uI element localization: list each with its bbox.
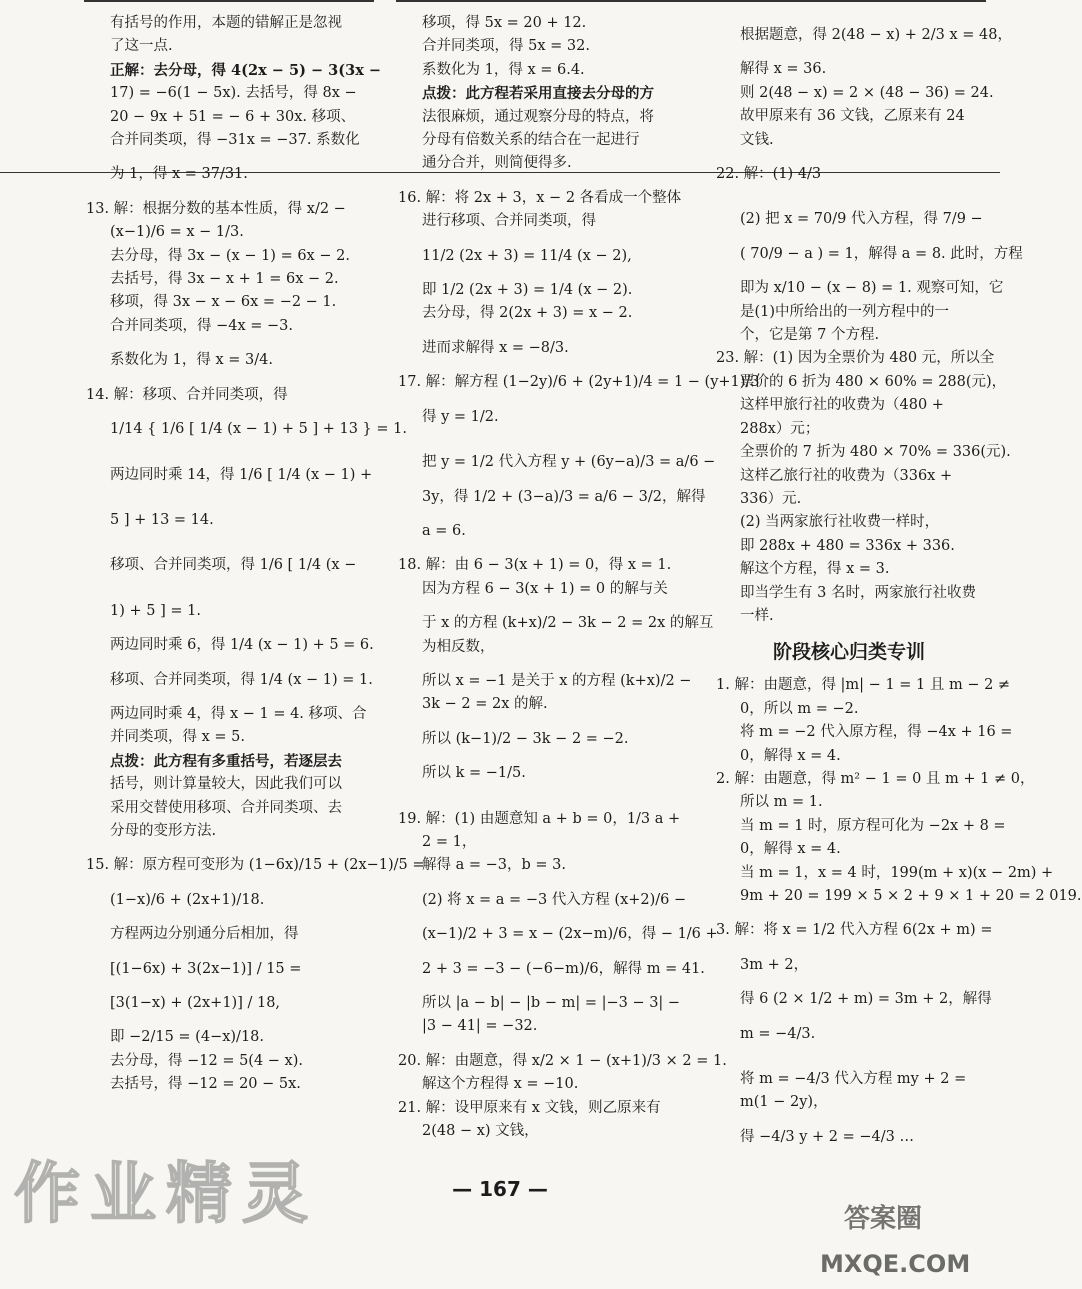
- text-line: 0，解得 x = 4.: [740, 747, 841, 764]
- text-line: 法很麻烦，通过观察分母的特点，将: [422, 108, 654, 125]
- text-line: 解这个方程，得 x = 3.: [740, 561, 890, 578]
- text-line: 解这个方程得 x = −10.: [422, 1076, 579, 1093]
- text-line: 括号，则计算量较大，因此我们可以: [110, 776, 342, 793]
- text-line: 个，它是第 7 个方程.: [740, 327, 880, 344]
- page-number: — 167 —: [452, 1177, 548, 1201]
- text-line: 根据题意，得 2(48 − x) + 2/3 x = 48，: [740, 27, 1012, 43]
- text-line: 并同类项，得 x = 5.: [110, 729, 245, 746]
- text-line: 得 6 (2 × 1/2 + m) = 3m + 2，解得: [740, 991, 992, 1008]
- text-line: 将 m = −4/3 代入方程 my + 2 =: [740, 1071, 967, 1088]
- text-line: 合并同类项，得 −4x = −3.: [110, 317, 294, 334]
- text-line: 把 y = 1/2 代入方程 y + (6y−a)/3 = a/6 −: [422, 454, 716, 471]
- text-line: 11/2 (2x + 3) = 11/4 (x − 2),: [422, 247, 632, 264]
- question-14: 14. 解：移项、合并同类项，得: [86, 386, 288, 403]
- text-line: (2) 将 x = a = −3 代入方程 (x+2)/6 −: [422, 891, 687, 908]
- text-line: 得 −4/3 y + 2 = −4/3 …: [740, 1128, 914, 1145]
- text-line: 1/14 { 1/6 [ 1/4 (x − 1) + 5 ] + 13 } = 1.: [110, 421, 407, 438]
- text-line: 分母有倍数关系的结合在一起进行: [422, 132, 640, 149]
- question-22: 22. 解：(1) 4/3: [716, 166, 822, 183]
- text-line: 通分合并，则简便得多.: [422, 155, 572, 172]
- answer-column-1: [86, 0, 425, 1097]
- text-line: 所以 |a − b| − |b − m| = |−3 − 3| −: [422, 995, 681, 1011]
- text-line: 9m + 20 = 199 × 5 × 2 + 9 × 1 + 20 = 2 019.: [740, 888, 1082, 904]
- text-line: 288x）元；: [740, 420, 820, 437]
- question-17: 17. 解：解方程 (1−2y)/6 + (2y+1)/4 = 1 − (y+1)/3: [398, 374, 760, 391]
- text-line: 正解：去分母，得 4(2x − 5) − 3(3x −: [110, 61, 382, 79]
- question-13: 13. 解：根据分数的基本性质，得 x/2 −: [86, 200, 346, 217]
- text-line: a = 6.: [422, 522, 466, 539]
- text-line: 去括号，得 −12 = 20 − 5x.: [110, 1076, 301, 1093]
- question-20: 20. 解：由题意，得 x/2 × 1 − (x+1)/3 × 2 = 1.: [398, 1052, 727, 1069]
- exercise-2: 2. 解：由题意，得 m² − 1 = 0 且 m + 1 ≠ 0，: [716, 770, 1035, 787]
- text-line: 分母的变形方法.: [110, 822, 217, 839]
- question-21: 21. 解：设甲原来有 x 文钱，则乙原来有: [398, 1099, 661, 1116]
- text-line: 336）元.: [740, 490, 802, 507]
- text-line: 去分母，得 2(2x + 3) = x − 2.: [422, 305, 633, 322]
- text-line: 文钱.: [740, 131, 774, 148]
- text-line: 当 m = 1，x = 4 时，199(m + x)(x − 2m) +: [740, 864, 1054, 881]
- text-line: 将 m = −2 代入原方程，得 −4x + 16 =: [740, 724, 1013, 741]
- text-line: 故甲原来有 36 文钱，乙原来有 24: [740, 108, 965, 125]
- text-line: 因为方程 6 − 3(x + 1) = 0 的解与关: [422, 580, 668, 597]
- question-19: 19. 解：(1) 由题意知 a + b = 0，1/3 a +: [398, 810, 681, 827]
- text-line: 移项、合并同类项，得 1/6 [ 1/4 (x −: [110, 557, 357, 574]
- text-line: 去分母，得 3x − (x − 1) = 6x − 2.: [110, 247, 350, 264]
- text-line: (x−1)/6 = x − 1/3.: [110, 224, 244, 241]
- exercise-3: 3. 解：将 x = 1/2 代入方程 6(2x + m) =: [716, 922, 993, 939]
- question-16: 16. 解：将 2x + 3，x − 2 各看成一个整体: [398, 189, 682, 206]
- text-line: 所以 m = 1.: [740, 794, 823, 811]
- text-line: 所以 x = −1 是关于 x 的方程 (k+x)/2 −: [422, 672, 692, 689]
- text-line: 了这一点.: [110, 38, 173, 55]
- text-line: (2) 当两家旅行社收费一样时，: [740, 514, 940, 531]
- question-18: 18. 解：由 6 − 3(x + 1) = 0，得 x = 1.: [398, 557, 672, 574]
- text-line: 2(48 − x) 文钱，: [422, 1123, 539, 1140]
- text-line: [(1−6x) + 3(2x−1)] / 15 =: [110, 960, 302, 977]
- text-line: 20 − 9x + 51 = − 6 + 30x. 移项、: [110, 108, 356, 125]
- text-line: 全票价的 7 折为 480 × 70% = 336(元).: [740, 444, 1011, 461]
- text-line: 解得 a = −3，b = 3.: [422, 857, 566, 874]
- text-line: 所以 (k−1)/2 − 3k − 2 = −2.: [422, 730, 629, 747]
- text-line: ( 70/9 − a ) = 1，解得 a = 8. 此时，方程: [740, 245, 1023, 262]
- watermark-logo: 答案圈: [844, 1204, 923, 1234]
- text-line: 这样乙旅行社的收费为（336x +: [740, 467, 953, 484]
- text-line: 系数化为 1，得 x = 3/4.: [110, 352, 273, 369]
- text-line: 为 1，得 x = 37/31.: [110, 166, 248, 183]
- text-line: 3k − 2 = 2x 的解.: [422, 696, 548, 713]
- watermark-text: 作业精灵: [14, 1155, 318, 1232]
- text-line: m(1 − 2y)，: [740, 1094, 828, 1111]
- text-line: 即当学生有 3 名时，两家旅行社收费: [740, 584, 976, 601]
- text-line: 0，所以 m = −2.: [740, 700, 859, 717]
- text-line: 5 ] + 13 = 14.: [110, 511, 214, 528]
- text-line: 即 288x + 480 = 336x + 336.: [740, 537, 955, 554]
- text-line: 3m + 2，: [740, 956, 809, 973]
- text-line: 有括号的作用，本题的错解正是忽视: [110, 15, 342, 31]
- text-line: 票价的 6 折为 480 × 60% = 288(元)，: [740, 373, 1007, 390]
- text-line: 则 2(48 − x) = 2 × (48 − 36) = 24.: [740, 84, 994, 101]
- text-line: 移项，得 5x = 20 + 12.: [422, 15, 587, 31]
- text-line: 解得 x = 36.: [740, 61, 827, 78]
- text-line: 于 x 的方程 (k+x)/2 − 3k − 2 = 2x 的解互: [422, 615, 714, 632]
- question-15: 15. 解：原方程可变形为 (1−6x)/15 + (2x−1)/5 =: [86, 857, 425, 874]
- text-line: 这样甲旅行社的收费为（480 +: [740, 397, 944, 414]
- text-line: 点拨：此方程有多重括号，若逐层去: [110, 752, 342, 770]
- text-line: 即 1/2 (2x + 3) = 1/4 (x − 2).: [422, 282, 633, 299]
- text-line: 得 y = 1/2.: [422, 408, 499, 425]
- text-line: 2 + 3 = −3 − (−6−m)/6，解得 m = 41.: [422, 960, 705, 977]
- watermark-site: MXQE.COM: [820, 1250, 971, 1278]
- text-line: 点拨：此方程若采用直接去分母的方: [422, 85, 654, 103]
- text-line: 去分母，得 −12 = 5(4 − x).: [110, 1052, 303, 1069]
- text-line: 2 = 1，: [422, 833, 477, 850]
- text-line: 移项，得 3x − x − 6x = −2 − 1.: [110, 294, 337, 311]
- text-line: [3(1−x) + (2x+1)] / 18,: [110, 995, 281, 1011]
- text-line: m = −4/3.: [740, 1025, 816, 1042]
- text-line: 两边同时乘 14，得 1/6 [ 1/4 (x − 1) +: [110, 466, 373, 483]
- question-23: 23. 解：(1) 因为全票价为 480 元，所以全: [716, 350, 995, 367]
- text-line: (1−x)/6 + (2x+1)/18.: [110, 891, 265, 908]
- text-line: |3 − 41| = −32.: [422, 1018, 538, 1035]
- text-line: 两边同时乘 6，得 1/4 (x − 1) + 5 = 6.: [110, 637, 374, 654]
- text-line: 进而求解得 x = −8/3.: [422, 339, 569, 356]
- text-line: 两边同时乘 4，得 x − 1 = 4. 移项、合: [110, 705, 367, 722]
- text-line: 所以 k = −1/5.: [422, 765, 526, 782]
- text-line: 为相反数，: [422, 638, 495, 655]
- text-line: 系数化为 1，得 x = 6.4.: [422, 61, 585, 78]
- text-line: 即 −2/15 = (4−x)/18.: [110, 1029, 264, 1046]
- text-line: 方程两边分别通分后相加，得: [110, 926, 299, 943]
- text-line: 进行移项、合并同类项，得: [422, 213, 596, 230]
- text-line: 合并同类项，得 5x = 32.: [422, 38, 590, 55]
- section-title: 阶段核心归类专训: [772, 641, 925, 664]
- text-line: 去括号，得 3x − x + 1 = 6x − 2.: [110, 271, 339, 288]
- text-line: 合并同类项，得 −31x = −37. 系数化: [110, 132, 360, 149]
- text-line: 移项、合并同类项，得 1/4 (x − 1) = 1.: [110, 671, 373, 688]
- text-line: 17) = −6(1 − 5x). 去括号，得 8x −: [110, 85, 357, 102]
- text-line: (2) 把 x = 70/9 代入方程，得 7/9 −: [740, 211, 983, 228]
- text-line: 当 m = 1 时，原方程可化为 −2x + 8 =: [740, 817, 1006, 834]
- answer-column-3: [716, 0, 1082, 1149]
- text-line: 0，解得 x = 4.: [740, 841, 841, 858]
- exercise-1: 1. 解：由题意，得 |m| − 1 = 1 且 m − 2 ≠: [716, 677, 1011, 694]
- text-line: 一样.: [740, 607, 774, 624]
- text-line: 即为 x/10 − (x − 8) = 1. 观察可知，它: [740, 280, 1004, 297]
- text-line: 3y，得 1/2 + (3−a)/3 = a/6 − 3/2，解得: [422, 488, 706, 505]
- text-line: 采用交替使用移项、合并同类项、去: [110, 799, 342, 816]
- text-line: (x−1)/2 + 3 = x − (2x−m)/6，得 − 1/6 +: [422, 926, 718, 943]
- text-line: 是(1)中所给出的一列方程中的一: [740, 303, 950, 320]
- text-line: 1) + 5 ] = 1.: [110, 602, 201, 619]
